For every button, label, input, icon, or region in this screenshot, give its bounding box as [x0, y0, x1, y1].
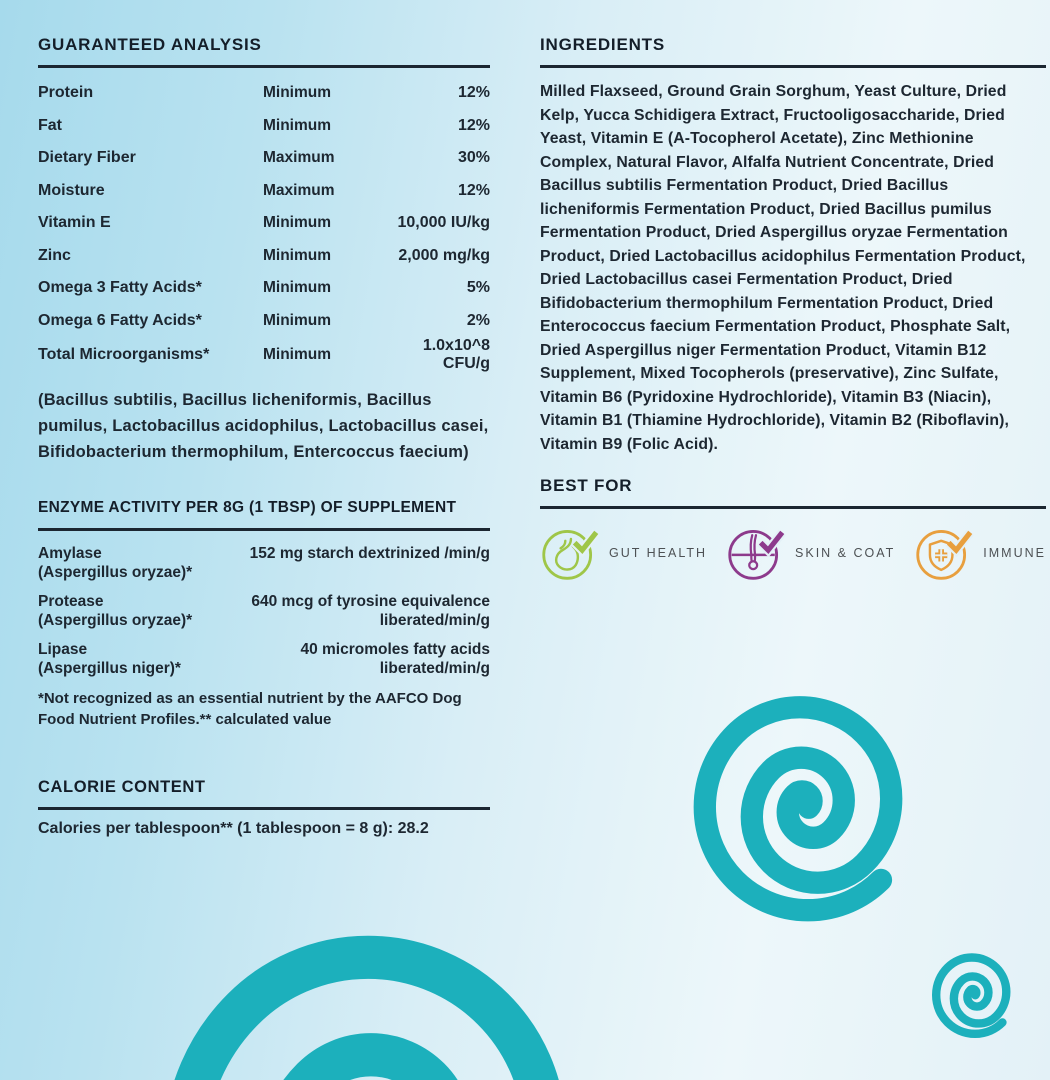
table-row: [38, 77, 490, 110]
nutrient-basis: Minimum: [263, 246, 332, 264]
nutrient-basis: Minimum: [263, 116, 332, 134]
nutrient-basis: Minimum: [263, 84, 332, 102]
best-for-item-gut-health: [540, 523, 707, 583]
nutrient-name: Omega 6 Fatty Acids*: [38, 311, 202, 329]
nutrient-value: 10,000 IU/kg: [397, 214, 490, 232]
enzyme-value: 640 mcg of tyrosine equivalence liberated/min/g: [251, 592, 490, 629]
enzyme-value: 152 mg starch dextrinized /min/g: [249, 544, 490, 562]
nutrient-basis: Minimum: [263, 346, 332, 363]
table-row: [38, 272, 490, 305]
enzyme-value: 40 micromoles fatty acids liberated/min/g: [300, 640, 490, 677]
nutrient-name: Protein: [38, 84, 94, 102]
enzyme-source: (Aspergillus oryzae)*: [38, 611, 193, 629]
table-row: [38, 240, 490, 273]
table-row: [38, 110, 490, 143]
nutrient-basis: Maximum: [263, 181, 335, 199]
spiral-decoration-bottom-left: [158, 924, 610, 1080]
best-for-label: SKIN & COAT: [795, 546, 896, 560]
nutrient-name: Dietary Fiber: [38, 149, 136, 167]
nutrient-value: 12%: [457, 84, 490, 102]
enzyme-name: Lipase: [38, 640, 88, 658]
enzyme-activity-table: [38, 544, 490, 678]
enzyme-name-source: [38, 592, 233, 630]
ingredients-title: INGREDIENTS: [540, 32, 1046, 68]
nutrient-name: Vitamin E: [38, 214, 111, 232]
nutrient-basis: Minimum: [263, 311, 332, 329]
enzyme-name: Protease: [38, 592, 104, 610]
enzyme-source: (Aspergillus oryzae)*: [38, 563, 193, 581]
nutrient-name: Zinc: [38, 246, 71, 264]
spiral-decoration-bottom-right: [931, 951, 1019, 1039]
table-row: [38, 337, 490, 370]
hair-follicle-icon: [726, 523, 786, 583]
best-for-item-immune: [914, 523, 1046, 583]
best-for-title: BEST FOR: [540, 473, 1046, 509]
best-for-icons-row: [540, 523, 1046, 583]
guaranteed-analysis-section: [38, 32, 490, 465]
shield-cross-icon: [914, 523, 974, 583]
table-row: [38, 305, 490, 338]
nutrient-basis: Minimum: [263, 214, 332, 232]
nutrient-value: 1.0x10^8 CFU/g: [422, 337, 490, 372]
nutrient-value: 12%: [457, 181, 490, 199]
table-row: [38, 640, 490, 678]
nutrient-value: 5%: [466, 279, 490, 297]
stomach-icon: [540, 523, 600, 583]
enzyme-activity-section: [38, 495, 490, 730]
table-row: [38, 544, 490, 582]
nutrient-name: Total Microorganisms*: [38, 346, 210, 363]
enzyme-activity-title: ENZYME ACTIVITY PER 8G (1 TBSP) OF SUPPLEMENT: [38, 495, 490, 531]
nutrient-value: 12%: [457, 116, 490, 134]
nutrient-basis: Minimum: [263, 279, 332, 297]
best-for-item-skin-coat: [726, 523, 895, 583]
enzyme-name: Amylase: [38, 544, 102, 562]
spiral-decoration-middle: [691, 690, 925, 924]
calorie-content-section: [38, 774, 490, 838]
enzyme-source: (Aspergillus niger)*: [38, 659, 181, 677]
enzyme-name-source: [38, 640, 233, 678]
enzyme-name-source: [38, 544, 233, 582]
ingredients-list: Milled Flaxseed, Ground Grain Sorghum, Yeast Culture, Dried Kelp, Yucca Schidigera Extract, Fructooligosaccharide, Dried Yeast, Vitamin E (A-Tocopherol Acetate), Zinc Methionine Complex, Natural Flavor, Alfalfa Nutrient Concentrate, Dried Bacillus subtilis Fermentation Product, Dried Bacillus licheniformis Fermentation Product, Dried Bacillus pumilus Fermentation Product, Dried Aspergillus oryzae Fermentation Product, Dried Lactobacillus acidophilus Fermentation Product, Dried Lactobacillus casei Fermentation Product, Dried Bifidobacterium thermophilum Fermentation Product, Dried Enterococcus faecium Fermentation Product, Phosphate Salt, Dried Aspergillus niger Fermentation Product, Vitamin B12 Supplement, Mixed Tocopherols (preservative), Zinc Sulfate, Vitamin B6 (Pyridoxine Hydrochloride), Vitamin B3 (Niacin), Vitamin B1 (Thiamine Hydrochloride), Vitamin B2 (Riboflavin), Vitamin B9 (Folic Acid).: [540, 83, 1026, 453]
best-for-label: GUT HEALTH: [609, 546, 708, 560]
best-for-label: IMMUNE: [983, 546, 1046, 560]
microorganisms-note: (Bacillus subtilis, Bacillus licheniformis, Bacillus pumilus, Lactobacillus acidophilus, Lactobacillus casei, Bifidobacterium thermophilum, Entercoccus faecium): [38, 390, 489, 461]
table-row: [38, 175, 490, 208]
nutrient-basis: Maximum: [263, 149, 335, 167]
calorie-content-title: CALORIE CONTENT: [38, 774, 490, 810]
nutrient-value: 2%: [466, 311, 490, 329]
guaranteed-analysis-title: GUARANTEED ANALYSIS: [38, 32, 490, 68]
right-column: [540, 32, 1046, 583]
guaranteed-analysis-table: [38, 77, 490, 370]
left-column: [38, 32, 490, 838]
nutrient-name: Moisture: [38, 181, 105, 199]
table-row: [38, 207, 490, 240]
nutrient-name: Omega 3 Fatty Acids*: [38, 279, 202, 297]
ingredients-section: [540, 32, 1046, 456]
nutrient-value: 2,000 mg/kg: [398, 246, 490, 264]
table-row: [38, 592, 490, 630]
nutrient-name: Fat: [38, 116, 62, 134]
best-for-section: [540, 473, 1046, 583]
table-row: [38, 142, 490, 175]
aafco-footnote: *Not recognized as an essential nutrient by the AAFCO Dog Food Nutrient Profiles.** calculated value: [38, 689, 462, 728]
nutrient-value: 30%: [457, 149, 490, 167]
calorie-content-text: Calories per tablespoon** (1 tablespoon = 8 g): 28.2: [38, 819, 429, 837]
